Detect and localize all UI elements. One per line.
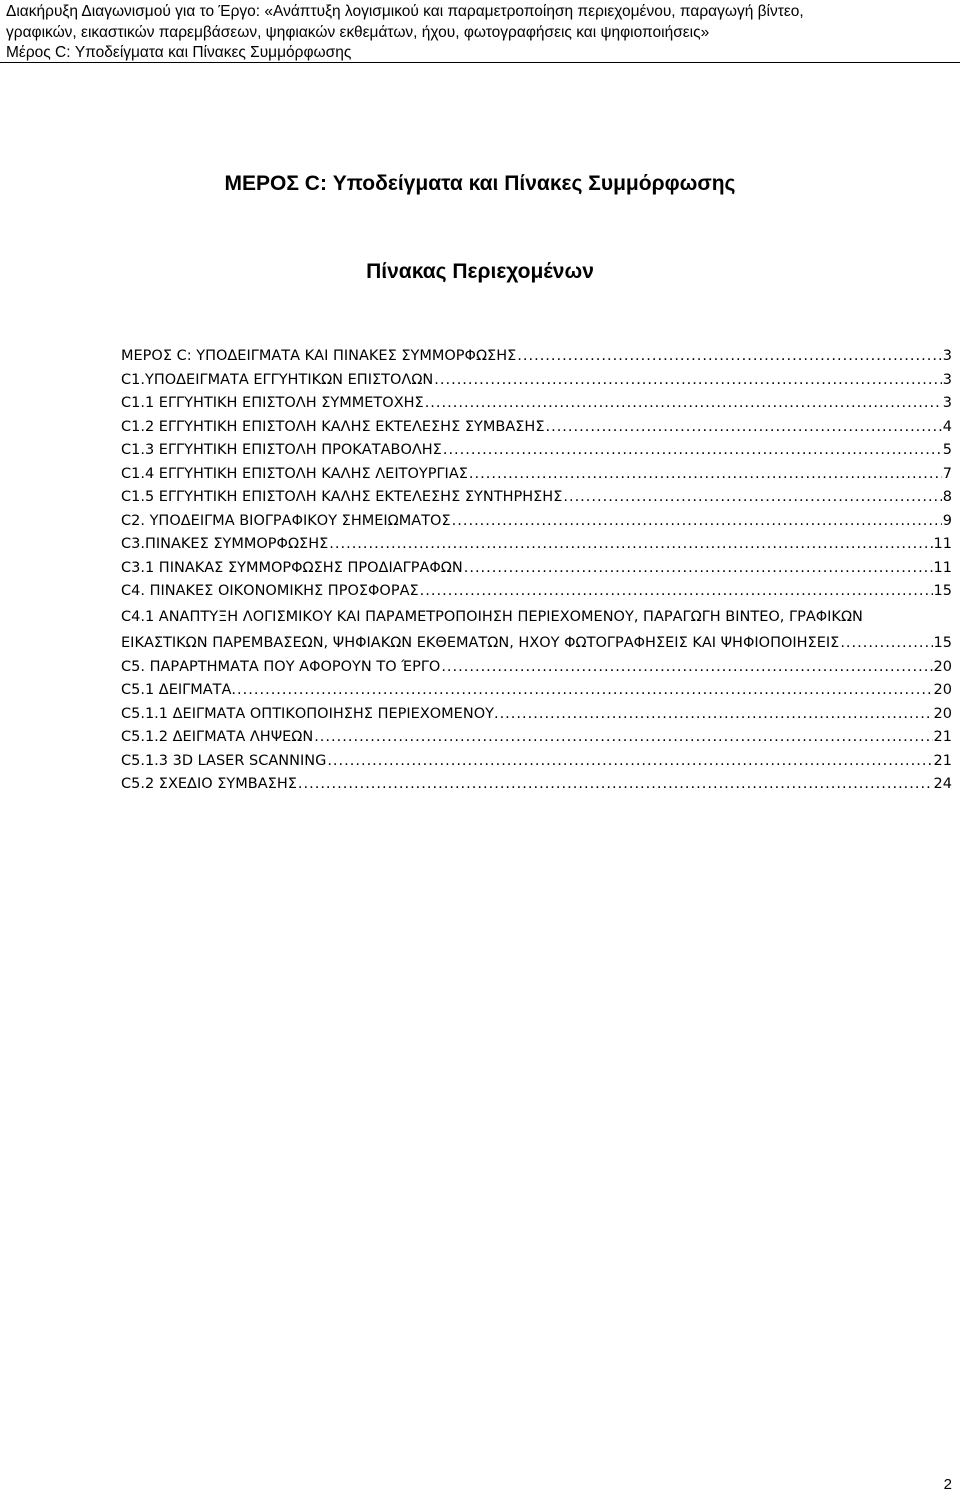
toc-entry-page: 4: [942, 418, 952, 435]
toc-entry-page: 15: [933, 634, 952, 651]
dot-leader: [500, 703, 933, 727]
toc-entry-page: 5: [942, 442, 952, 458]
toc-entry-label-line-2: ΕΙΚΑΣΤΙΚΩΝ ΠΑΡΕΜΒΑΣΕΩΝ, ΨΗΦΙΑΚΩΝ ΕΚΘΕΜΑΤΩΝ, ΗΧΟΥ ΦΩΤΟΓΡΑΦΗΣΕΙΣ ΚΑΙ ΨΗΦΙΟΠΟΙΗΣΕΙΣ: [121, 634, 840, 651]
toc-entry-label: C5. ΠΑΡΑΡΤΗΜΑΤΑ ΠΟΥ ΑΦΟΡΟΥΝ ΤΟ ΈΡΓΟ: [121, 658, 441, 675]
dot-leader: [314, 726, 932, 750]
toc-entry-page: 20: [933, 658, 952, 675]
toc-heading: Πίνακας Περιεχομένων: [366, 260, 594, 283]
toc-entry[interactable]: [121, 679, 952, 703]
toc-entry[interactable]: [121, 416, 952, 440]
toc-entry[interactable]: [121, 533, 952, 557]
toc-entry[interactable]: [121, 392, 952, 416]
dot-leader: [329, 533, 932, 557]
toc-entry-page: 24: [933, 776, 952, 792]
toc-entry-label: C1.1 ΕΓΓΥΗΤΙΚΗ ΕΠΙΣΤΟΛΗ ΣΥΜΜΕΤΟΧΗΣ: [121, 395, 424, 411]
toc-entry-label: C1.3 ΕΓΓΥΗΤΙΚΗ ΕΠΙΣΤΟΛΗ ΠΡΟΚΑΤΑΒΟΛΗΣ: [121, 442, 442, 458]
toc-entry[interactable]: [121, 703, 952, 727]
toc-entry-page: 21: [933, 729, 952, 745]
dot-leader: [425, 392, 942, 416]
toc-entry-page: 9: [942, 512, 952, 529]
toc-entry-label: ΜΕΡΟΣ C: ΥΠΟΔΕΙΓΜΑΤΑ ΚΑΙ ΠΙΝΑΚΕΣ ΣΥΜΜΟΡΦΩΣΗΣ: [121, 348, 517, 364]
toc-entry-label: C3.1 ΠΙΝΑΚΑΣ ΣΥΜΜΟΡΦΩΣΗΣ ΠΡΟΔΙΑΓΡΑΦΩΝ: [121, 559, 463, 576]
table-of-contents: [121, 345, 952, 797]
document-title: ΜΕΡΟΣ C: Υποδείγματα και Πίνακες Συμμόρφωσης: [224, 172, 736, 195]
toc-entry-page: 15: [933, 583, 952, 599]
toc-entry[interactable]: [121, 773, 952, 797]
toc-entry-page: 3: [942, 395, 952, 411]
toc-entry[interactable]: [121, 750, 952, 774]
toc-entry-page: 3: [942, 348, 952, 364]
dot-leader: [517, 345, 942, 369]
toc-entry-page: 8: [942, 489, 952, 505]
dot-leader: [452, 510, 942, 534]
toc-entry[interactable]: [121, 463, 952, 487]
toc-entry-label: C1.4 ΕΓΓΥΗΤΙΚΗ ΕΠΙΣΤΟΛΗ ΚΑΛΗΣ ΛΕΙΤΟΥΡΓΙΑΣ: [121, 465, 468, 482]
dot-leader: [434, 369, 942, 393]
header-line-3: Μέρος C: Υποδείγματα και Πίνακες Συμμόρφωσης: [6, 44, 352, 61]
toc-entry-label: C1.ΥΠΟΔΕΙΓΜΑΤΑ ΕΓΓΥΗΤΙΚΩΝ ΕΠΙΣΤΟΛΩΝ: [121, 371, 434, 388]
toc-entry-page: 11: [933, 559, 952, 576]
header-line-2: γραφικών, εικαστικών παρεμβάσεων, ψηφιακών εκθεμάτων, ήχου, φωτογραφήσεις και ψηφιοποιήσεις»: [6, 23, 710, 41]
toc-entry-label: C2. ΥΠΟΔΕΙΓΜΑ ΒΙΟΓΡΑΦΙΚΟΥ ΣΗΜΕΙΩΜΑΤΟΣ: [121, 512, 451, 529]
toc-entry[interactable]: [121, 345, 952, 369]
toc-entry-page: 20: [933, 705, 952, 722]
toc-entry-page: 21: [933, 752, 952, 769]
toc-entry-label: C4. ΠΙΝΑΚΕΣ ΟΙΚΟΝΟΜΙΚΗΣ ΠΡΟΣΦΟΡΑΣ: [121, 583, 419, 599]
dot-leader: [469, 463, 942, 487]
page-number: 2: [943, 1476, 952, 1493]
dot-leader: [237, 679, 933, 703]
dot-leader: [441, 656, 932, 680]
dot-leader: [563, 486, 941, 510]
toc-entry[interactable]: [121, 656, 952, 680]
toc-entry-page: 11: [933, 536, 952, 552]
dot-leader: [545, 416, 941, 440]
running-header: [6, 2, 956, 64]
dot-leader: [420, 580, 933, 604]
toc-entry-label: C5.1.1 ΔΕΙΓΜΑΤΑ ΟΠΤΙΚΟΠΟΙΗΣΗΣ ΠΕΡΙΕΧΟΜΕΝΟΥ.: [121, 705, 499, 722]
toc-entry-label: C5.1.3 3D LASER SCANNING: [121, 752, 327, 769]
toc-entry-label: C1.2 ΕΓΓΥΗΤΙΚΗ ΕΠΙΣΤΟΛΗ ΚΑΛΗΣ ΕΚΤΕΛΕΣΗΣ ΣΥΜΒΑΣΗΣ: [121, 418, 545, 435]
toc-entry-label-line-1: C4.1 ΑΝΑΠΤΥΞΗ ΛΟΓΙΣΜΙΚΟΥ ΚΑΙ ΠΑΡΑΜΕΤΡΟΠΟΙΗΣΗ ΠΕΡΙΕΧΟΜΕΝΟΥ, ΠΑΡΑΓΩΓΗ ΒΙΝΤΕΟ, ΓΡΑΦΙΚΩΝ: [121, 608, 863, 625]
header-divider: [0, 62, 960, 63]
toc-entry-label: C5.1.2 ΔΕΙΓΜΑΤΑ ΛΗΨΕΩΝ: [121, 729, 314, 745]
dot-leader: [443, 439, 942, 463]
toc-entry[interactable]: [121, 439, 952, 463]
toc-entry[interactable]: [121, 557, 952, 581]
toc-entry[interactable]: [121, 604, 952, 656]
toc-entry-label: C5.2 ΣΧΕΔΙΟ ΣΥΜΒΑΣΗΣ: [121, 776, 297, 792]
header-line-1: Διακήρυξη Διαγωνισμού για το Έργο: «Ανάπτυξη λογισμικού και παραμετροποίηση περιεχομένου, παραγωγή βίντεο,: [6, 3, 804, 20]
toc-entry-label: C1.5 ΕΓΓΥΗΤΙΚΗ ΕΠΙΣΤΟΛΗ ΚΑΛΗΣ ΕΚΤΕΛΕΣΗΣ ΣΥΝΤΗΡΗΣΗΣ: [121, 489, 563, 505]
dot-leader: [298, 773, 933, 797]
toc-entry-page: 3: [942, 371, 952, 388]
toc-entry-label: C5.1 ΔΕΙΓΜΑΤΑ.: [121, 682, 237, 698]
dot-leader: [327, 750, 932, 774]
toc-entry[interactable]: [121, 726, 952, 750]
toc-entry-page: 7: [942, 465, 952, 482]
dot-leader: [464, 557, 933, 581]
toc-entry-page: 20: [933, 682, 952, 698]
toc-entry[interactable]: [121, 486, 952, 510]
toc-entry[interactable]: [121, 580, 952, 604]
dot-leader: [840, 630, 932, 656]
toc-entry[interactable]: [121, 510, 952, 534]
toc-entry[interactable]: [121, 369, 952, 393]
toc-entry-label: C3.ΠΙΝΑΚΕΣ ΣΥΜΜΟΡΦΩΣΗΣ: [121, 536, 329, 552]
